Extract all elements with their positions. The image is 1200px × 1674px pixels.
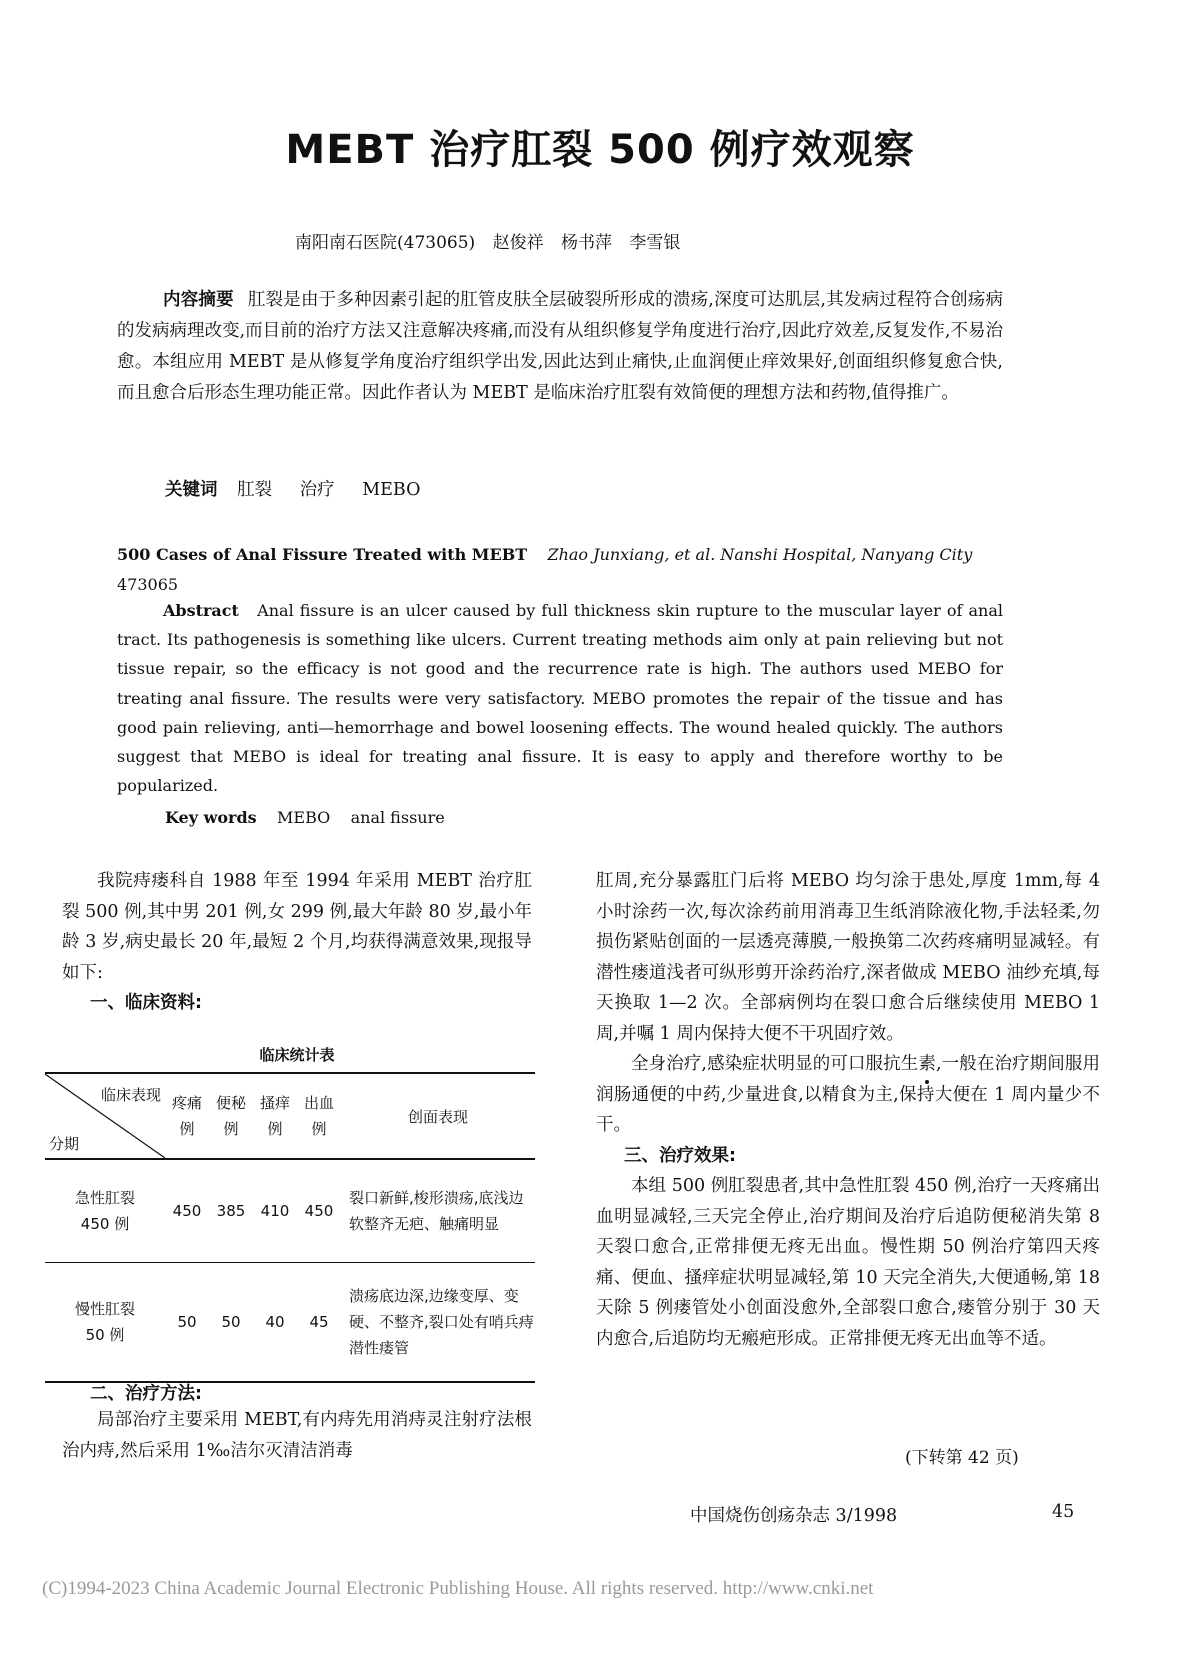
chinese-keywords-label: 关键词 — [165, 480, 218, 500]
table-header-row — [45, 1073, 535, 1159]
column-header: 便秘例 — [215, 1094, 246, 1138]
keyword: 肛裂 — [237, 480, 273, 500]
column-header: 创面表现 — [407, 1107, 468, 1126]
value-cell: 450 — [172, 1201, 202, 1220]
table-title: 临床统计表 — [259, 1046, 335, 1064]
stage-name: 急性肛裂 — [74, 1188, 135, 1207]
method-paragraph — [62, 1405, 532, 1466]
section-heading-1: 一、临床资料: — [90, 993, 202, 1013]
value-cell: 45 — [309, 1312, 329, 1331]
continued-note: (下转第 42 页) — [905, 1448, 1019, 1468]
english-abstract-label: Abstract — [163, 601, 239, 620]
chinese-keywords — [165, 476, 442, 501]
method-continuation: 肛周,充分暴露肛门后将 MEBO 均匀涂于患处,厚度 1mm,每 4 小时涂药一次,每次涂药前用消毒卫生纸消除液化物,手法轻柔,勿损伤紧贴创面的一层透亮薄膜,一般换第二次药疼痛明显减轻。有潜性瘘道浅者可纵形剪开涂药治疗,深者做成 MEBO 油纱充填,每天换取 1—2 次。全部病例均在裂口愈合后继续使用 MEBO 1 周,并嘱 1 周内保持大便不干巩固疗效。 — [596, 871, 1100, 1044]
english-abstract-text: Anal fissure is an ulcer caused by full thickness skin rupture to the muscular layer of anal tract. Its pathogenesis is something like ulcers. Current treating methods aim only at pain relieving but not tissue repair, so the efficacy is not good and the recurrence rate is high. The authors used MEBO for treating anal fissure. The results were very satisfactory. MEBO promotes the repair of the tissue and has good pain relieving, anti—hemorrhage and bowel loosening effects. The wound healed quickly. The authors suggest that MEBO is ideal for treating anal fissure. It is easy to apply and therefore worthy to be popularized. — [117, 601, 1004, 796]
keyword: anal fissure — [350, 808, 445, 827]
results-paragraph: 本组 500 例肛裂患者,其中急性肛裂 450 例,治疗一天疼痛出血明显减轻,三天完全停止,治疗期间及治疗后追防便秘消失第 8 天裂口愈合,正常排便无疼无出血。慢性期 50 例治疗第四天疼痛、便血、搔痒症状明显减轻,第 10 天完全消失,大便通畅,第 18 天除 5 例瘘管处小创面没愈外,全部裂口愈合,瘘管分别于 30 天内愈合,后追防均无瘢疤形成。正常排便无疼无出血等不适。 — [596, 1176, 1100, 1349]
keyword: 治疗 — [299, 480, 335, 500]
english-title-zip: 473065 — [117, 575, 179, 594]
clinical-statistics-table — [45, 1072, 535, 1383]
english-keywords — [165, 808, 445, 827]
right-column — [596, 866, 1100, 1354]
column-header: 搔痒例 — [259, 1094, 290, 1138]
english-title-authors: Zhao Junxiang, et al. Nanshi Hospital, Nanyang City — [547, 545, 973, 564]
copyright-line: (C)1994-2023 China Academic Journal Electronic Publishing House. All rights reserved. http://www.cnki.net — [42, 1578, 874, 1599]
left-column-intro — [62, 866, 532, 1019]
value-cell: 410 — [260, 1201, 290, 1220]
column-header: 疼痛例 — [171, 1094, 202, 1138]
systemic-treatment-paragraph: 全身治疗,感染症状明显的可口服抗生素,一般在治疗期间服用润肠通便的中药,少量进食,以精食为主,保持大便在 1 周内量少不干。 — [596, 1054, 1100, 1135]
stage-cell — [45, 1159, 165, 1262]
intro-paragraph: 我院痔瘘科自 1988 年至 1994 年采用 MEBT 治疗肛裂 500 例,其中男 201 例,女 299 例,最大年龄 80 岁,最小年龄 3 岁,病史最长 20 年,最短 2 个月,均获得满意效果,现报导如下: — [62, 871, 532, 983]
value-cell: 50 — [221, 1312, 241, 1331]
page-number: 45 — [1052, 1502, 1075, 1522]
wound-desc-cell: 裂口新鲜,梭形溃疡,底浅边软整齐无疤、触痛明显 — [349, 1188, 524, 1233]
stage-count: 50 例 — [85, 1325, 125, 1344]
english-abstract — [117, 596, 1003, 800]
diagonal-header-cell — [45, 1073, 165, 1159]
value-cell: 40 — [265, 1312, 285, 1331]
journal-name: 中国烧伤创疡杂志 3/1998 — [690, 1506, 898, 1526]
column-header: 出血例 — [303, 1094, 334, 1138]
diag-top-label: 临床表现 — [100, 1086, 161, 1104]
wound-desc-cell: 溃疡底边深,边缘变厚、变硬、不整齐,裂口处有哨兵痔潜性瘘管 — [349, 1286, 534, 1357]
english-title-main: 500 Cases of Anal Fissure Treated with MEBT — [117, 545, 528, 564]
method-text: 局部治疗主要采用 MEBT,有内痔先用消痔灵注射疗法根治内痔,然后采用 1‰洁尔灭清洁消毒 — [62, 1410, 532, 1461]
keyword: MEBO — [362, 480, 421, 500]
chinese-abstract-label: 内容摘要 — [163, 290, 234, 310]
stray-dot — [925, 1080, 929, 1084]
english-title — [117, 540, 1017, 600]
section-heading-2: 二、治疗方法: — [90, 1384, 202, 1404]
stage-name: 慢性肛裂 — [74, 1299, 135, 1318]
chinese-abstract-text: 肛裂是由于多种因素引起的肛管皮肤全层破裂所形成的溃疡,深度可达肌层,其发病过程符合创疡病的发病病理改变,而目前的治疗方法又注意解决疼痛,而没有从组织修复学角度进行治疗,因此疗效差,反复发作,不易治愈。本组应用 MEBT 是从修复学角度治疗组织学出发,因此达到止痛快,止血润便止痒效果好,创面组织修复愈合快,而且愈合后形态生理功能正常。因此作者认为 MEBT 是临床治疗肛裂有效简便的理想方法和药物,值得推广。 — [117, 290, 1004, 403]
author-line: 南阳南石医院(473065) 赵俊祥 杨书萍 李雪银 — [295, 233, 681, 253]
article-title: MEBT 治疗肛裂 500 例疗效观察 — [285, 127, 915, 173]
table-row — [45, 1159, 535, 1262]
value-cell: 450 — [304, 1201, 334, 1220]
value-cell: 385 — [216, 1201, 246, 1220]
stage-count: 450 例 — [80, 1214, 130, 1233]
table-row — [45, 1262, 535, 1382]
english-keywords-label: Key words — [165, 808, 257, 827]
value-cell: 50 — [177, 1312, 197, 1331]
chinese-abstract — [117, 285, 1003, 409]
keyword: MEBO — [277, 808, 331, 827]
diag-bottom-label: 分期 — [49, 1135, 80, 1153]
stage-cell — [45, 1262, 165, 1382]
section-heading-3: 三、治疗效果: — [624, 1145, 736, 1166]
